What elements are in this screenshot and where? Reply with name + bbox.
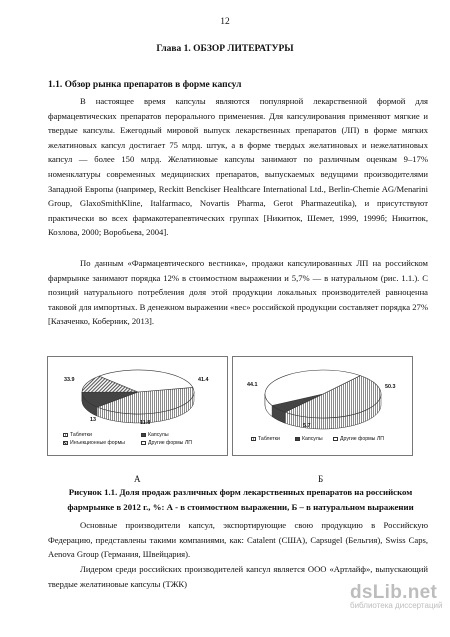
- legend-item: [63, 440, 125, 446]
- legend-swatch: [141, 433, 146, 437]
- legend-label: Таблетки: [70, 432, 92, 438]
- pie-b-value-label: 50.3: [385, 384, 396, 390]
- legend-swatch: [63, 441, 68, 445]
- figure-label-b: Б: [318, 474, 324, 484]
- watermark-sub: библиотека диссертаций: [350, 601, 443, 610]
- legend-label: Капсулы: [148, 432, 169, 438]
- pie-a-legend: [63, 432, 223, 454]
- paragraph-1-text: В настоящее время капсулы являются популярной лекарственной формой для фармацевтических препаратов перорального применения. Для капсулирования применяют мягкие и твердые капсулы. Ежегодный мировой выпуск лекарственных препаратов (ЛП) в форме мягких желатиновых капсул достигает 75 млрд. штук, а в форме твердых желатиновых и нежелатиновых капсул — более 150 млрд. Желатиновые капсулы занимают по различным оценкам 9–17% номенклатуры современных медицинских препаратов, выпускаемых ведущими производителями Западной Европы (например, Reckitt Benckiser Healthcare International Ltd., Berlin-Chemie AG/Menarini Group, GlaxoSmithKline, Italfarmaco, Novartis Pharma, Gerot Pharmazeutika), и присутствуют практически во всех фармакотерапевтических группах [Никитюк, Шемет, 1999, 1999б; Никитюк, Козлова, 2000; Воробьева, 2004].: [48, 96, 428, 238]
- pie-b-value-label: 44.1: [247, 382, 258, 388]
- paragraph-4-text: Лидером среди российских производителей капсул является ООО «Артлайф», выпускающий твердые желатиновые капсулы (ТЖК): [48, 564, 428, 589]
- legend-item: [63, 432, 92, 438]
- legend-swatch: [63, 433, 68, 437]
- pie-chart-a: [47, 356, 228, 456]
- paragraph-3: [48, 518, 428, 562]
- pie-a-value-label: 11.8: [140, 420, 151, 426]
- pie-a-value-label: 33.9: [64, 377, 75, 383]
- chapter-title: Глава 1. ОБЗОР ЛИТЕРАТУРЫ: [156, 44, 294, 54]
- figure-label-a: А: [134, 474, 141, 484]
- page-number: 12: [220, 17, 230, 27]
- legend-label: Инъекционные формы: [70, 440, 125, 446]
- pie-b-value-label: 5.7: [303, 423, 311, 429]
- legend-item: [251, 436, 280, 442]
- pie-a-value-label: 13: [90, 417, 96, 423]
- legend-item: [295, 436, 323, 442]
- paragraph-2-text: По данным «Фармацевтического вестника», продажи капсулированных ЛП на российском фармрынке занимают порядка 12% в стоимостном выражении и 5,7% — в натуральном (рис. 1.1.). С позиций натурального потребления доля этой продукции локальных производителей равноценна таковой для импортных. В денежном выражении «вес» российской продукции составляет порядка 27% [Казаченко, Коберник, 2013].: [48, 258, 428, 327]
- pie-a-value-label: 41.4: [198, 377, 209, 383]
- legend-label: Капсулы: [302, 436, 323, 442]
- legend-label: Другие формы ЛП: [340, 436, 384, 442]
- legend-label: Другие формы ЛП: [148, 440, 192, 446]
- paragraph-3-text: Основные производители капсул, экспортирующие свою продукцию в Российскую Федерацию, представлены такими компаниями, как: Catalent (США), Capsugel (Бельгия), Swiss Caps, Aenova Group (Германия, Швейцария).: [48, 520, 428, 560]
- legend-swatch: [333, 437, 338, 441]
- watermark-logo: [350, 582, 442, 610]
- section-title: 1.1. Обзор рынка препаратов в форме капсул: [48, 80, 242, 90]
- pie-chart-b: [232, 356, 413, 456]
- legend-swatch: [141, 441, 146, 445]
- legend-swatch: [295, 437, 300, 441]
- legend-item: [141, 432, 169, 438]
- legend-item: [141, 440, 192, 446]
- legend-label: Таблетки: [258, 436, 280, 442]
- legend-swatch: [251, 437, 256, 441]
- paragraph-2: [48, 256, 428, 329]
- paragraph-1: [48, 94, 428, 240]
- pie-b-legend: [251, 436, 411, 446]
- figure-caption: Рисунок 1.1. Доля продаж различных форм лекарственных препаратов на российском фармрынке в 2012 г., %: А - в стоимостном выражении, Б – в натуральном выражении: [67, 487, 414, 512]
- watermark-main: dsLib.net: [350, 582, 438, 603]
- legend-item: [333, 436, 384, 442]
